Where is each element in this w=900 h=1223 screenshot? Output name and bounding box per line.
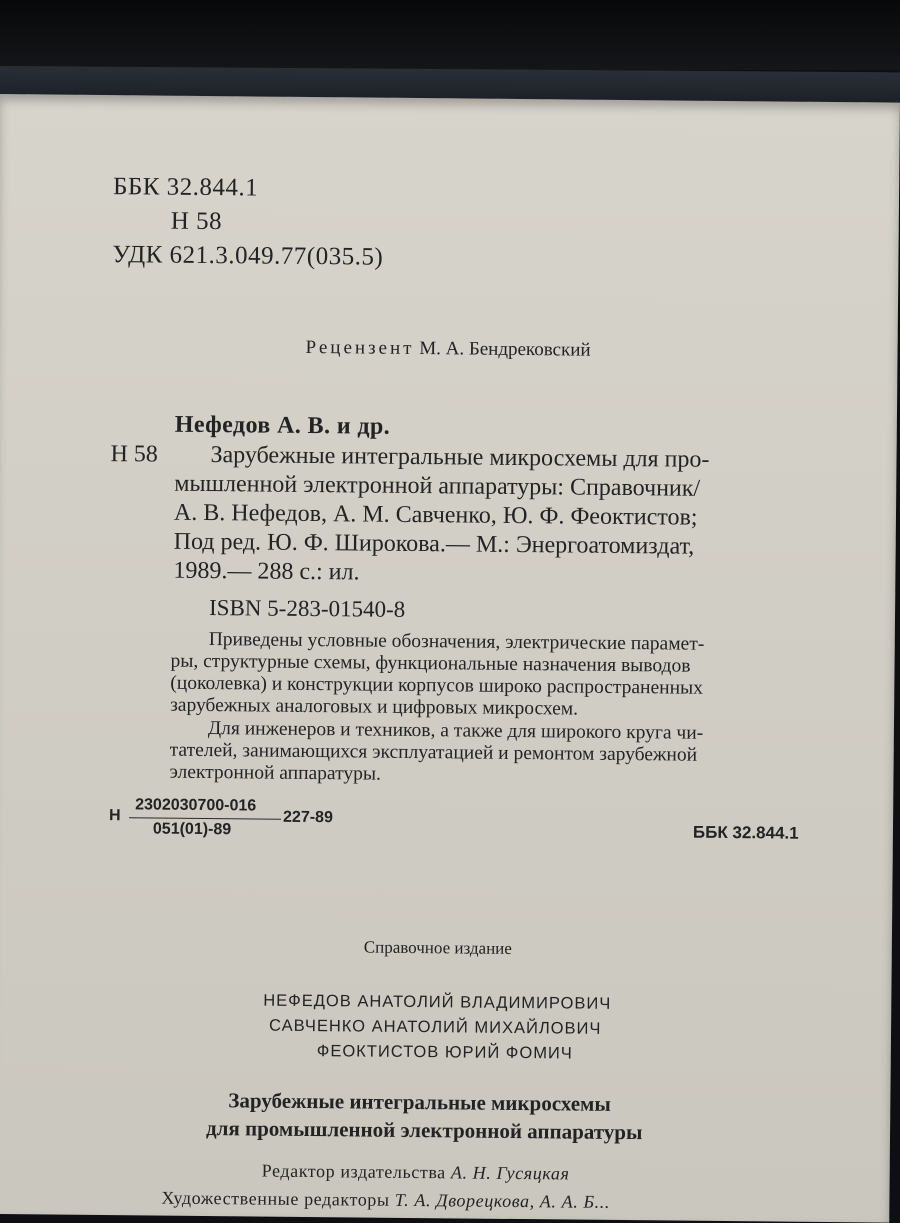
catalog-line: А. В. Нефедов, А. М. Савченко, Ю. Ф. Феоктистов; <box>173 499 698 531</box>
annotation-line: тателей, занимающихся эксплуатацией и ремонтом зарубежной <box>169 739 698 766</box>
art-editors-label: Художественные редакторы <box>161 1187 390 1210</box>
art-editors-names: Т. А. Дворецкова, А. А. Б... <box>394 1189 611 1212</box>
author-full-name: ФЕОКТИСТОВ ЮРИЙ ФОМИЧ <box>316 1042 573 1063</box>
fraction-bar <box>129 817 281 819</box>
reviewer-label: Рецензент <box>305 336 415 359</box>
annotation-line: электронной аппаратуры. <box>169 761 381 785</box>
catalog-line: 1989.— 288 с.: ил. <box>173 557 360 586</box>
edition-type: Справочное издание <box>363 937 512 958</box>
catalog-line: Зарубежные интегральные микросхемы для про- <box>210 442 710 473</box>
code-prefix: Н <box>108 807 121 825</box>
book-title-line: для промышленной электронной аппаратуры <box>205 1116 643 1145</box>
background-dark <box>0 0 900 70</box>
bbk-index: ББК 32.844.1 <box>112 173 259 202</box>
code-suffix: 227-89 <box>282 808 333 827</box>
editor-name: А. Н. Гусяцкая <box>450 1162 570 1184</box>
author-code: Н 58 <box>170 207 223 236</box>
annotation-line: ры, структурные схемы, функциональные назначения выводов <box>170 650 691 677</box>
book-page <box>0 94 900 1223</box>
isbn: ISBN 5-283-01540-8 <box>208 595 406 622</box>
annotation-line: зарубежных аналоговых и цифровых микросхем. <box>170 694 579 720</box>
reviewer-line <box>305 337 590 362</box>
book-title-line: Зарубежные интегральные микросхемы <box>228 1088 611 1116</box>
catalog-line: Под ред. Ю. Ф. Широкова.— М.: Энергоатомиздат, <box>173 528 695 560</box>
annotation-line: Приведены условные обозначения, электрические парамет- <box>208 629 705 655</box>
code-numerator: 2302030700-016 <box>135 796 257 815</box>
art-editors-credit <box>161 1188 610 1213</box>
code-denominator: 051(01)-89 <box>152 820 232 839</box>
bbk-index-right: ББК 32.844.1 <box>692 822 799 843</box>
annotation-line: (цоколевка) и конструкции корпусов широко распространенных <box>170 672 704 699</box>
annotation-line: Для инженеров и техников, а также для широкого круга чи- <box>207 718 704 744</box>
editor-label: Редактор издательства <box>261 1160 446 1183</box>
reviewer-name: М. А. Бендрековский <box>419 338 591 361</box>
udk-index: УДК 621.3.049.77(035.5) <box>112 241 384 271</box>
author-full-name: САВЧЕНКО АНАТОЛИЙ МИХАЙЛОВИЧ <box>268 1016 602 1038</box>
editor-credit <box>262 1161 570 1185</box>
catalog-code: Н 58 <box>110 441 159 468</box>
catalog-line: мышленной электронной аппаратуры: Справочник/ <box>174 470 701 502</box>
author-full-name: НЕФЕДОВ АНАТОЛИЙ ВЛАДИМИРОВИЧ <box>263 991 612 1013</box>
catalog-author: Нефедов А. В. и др. <box>174 411 391 440</box>
